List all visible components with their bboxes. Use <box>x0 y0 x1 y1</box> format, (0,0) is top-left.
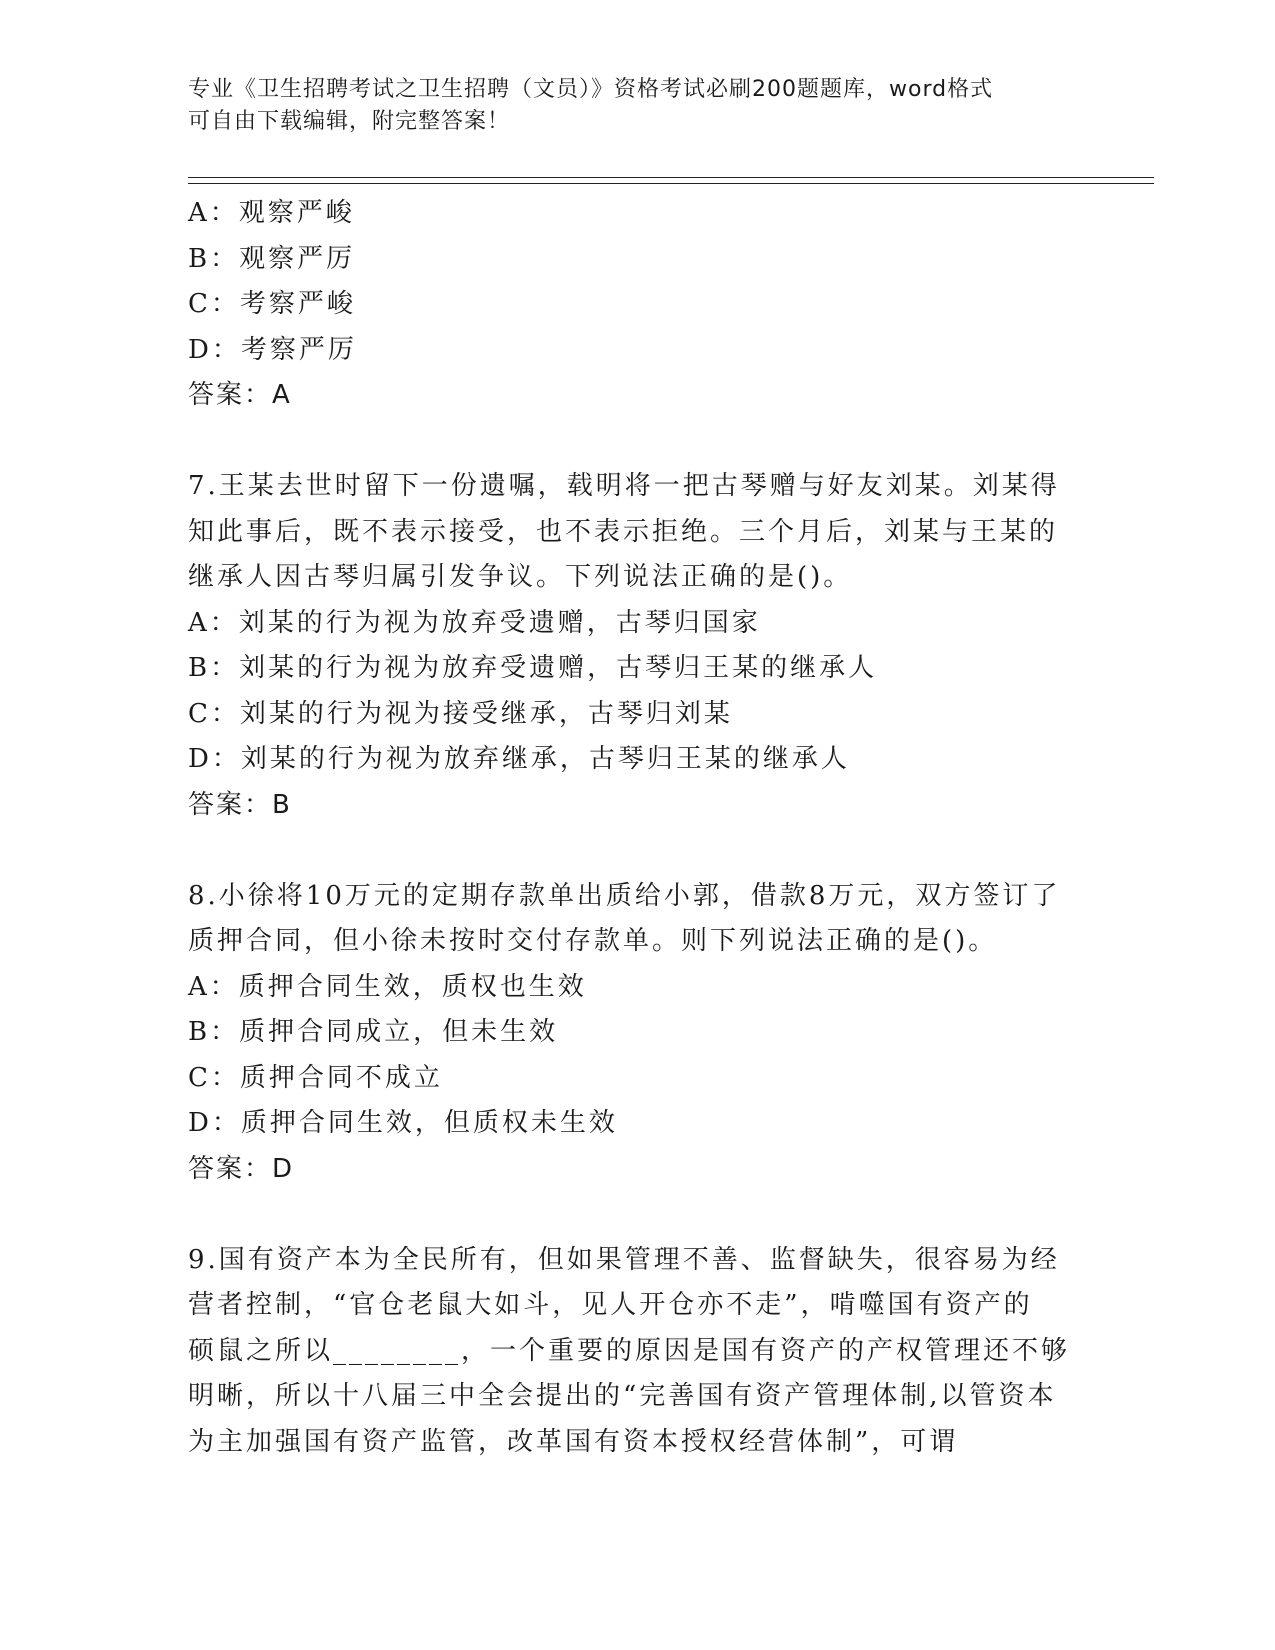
spacer <box>188 419 1088 465</box>
option-d: D：质押合同生效，但质权未生效 <box>188 1108 618 1138</box>
option-d: D：刘某的行为视为放弃继承，古琴归王某的继承人 <box>188 744 850 774</box>
question-7 <box>188 464 1088 828</box>
option-a: A：观察严峻 <box>188 198 355 228</box>
header-title-line-2: 可自由下载编辑，附完整答案！ <box>188 109 511 134</box>
header-divider-top <box>188 177 1154 178</box>
question-stem-line: 7.王某去世时留下一份遗嘱，载明将一把古琴赠与好友刘某。刘某得 <box>188 471 1060 501</box>
question-stem-line: 营者控制，“官仓老鼠大如斗，见人开仓亦不走”，啃噬国有资产的 <box>188 1290 1033 1320</box>
question-stem-line: 明晰，所以十八届三中全会提出的“完善国有资产管理体制,以管资本 <box>188 1381 1057 1411</box>
question-stem-line: 为主加强国有资产监管，改革国有资本授权经营体制”，可谓 <box>188 1426 959 1457</box>
answer-label: 答案：A <box>188 380 292 410</box>
option-a: A：质押合同生效，质权也生效 <box>188 971 587 1002</box>
page-header <box>188 74 1068 138</box>
question-8 <box>188 874 1088 1193</box>
question-stem-line: 硕鼠之所以________，一个重要的原因是国有资产的产权管理还不够 <box>188 1335 1071 1366</box>
header-title-line-1: 专业《卫生招聘考试之卫生招聘（文员）》资格考试必刷200题题库，word格式 <box>188 77 994 102</box>
answer-label: 答案：D <box>188 1153 295 1184</box>
question-stem-line: 质押合同，但小徐未按时交付存款单。则下列说法正确的是()。 <box>188 926 998 956</box>
question-9 <box>188 1238 1088 1466</box>
spacer <box>188 1192 1088 1238</box>
option-d: D：考察严厉 <box>188 334 357 365</box>
option-a: A：刘某的行为视为放弃受遗赠，古琴归国家 <box>188 607 761 638</box>
option-b: B：观察严厉 <box>188 243 356 274</box>
option-c: C：刘某的行为视为接受继承，古琴归刘某 <box>188 698 733 729</box>
question-stem-line: 8.小徐将10万元的定期存款单出质给小郭，借款8万元，双方签订了 <box>188 880 1061 911</box>
header-divider-bottom <box>188 183 1154 184</box>
question-stem-line: 9.国有资产本为全民所有，但如果管理不善、监督缺失，很容易为经 <box>188 1244 1060 1275</box>
option-c: C：考察严峻 <box>188 289 356 319</box>
option-b: B：刘某的行为视为放弃受遗赠，古琴归王某的继承人 <box>188 653 878 683</box>
answer-label: 答案：B <box>188 789 292 820</box>
question-6 <box>188 191 1088 419</box>
question-stem-line: 继承人因古琴归属引发争议。下列说法正确的是()。 <box>188 562 853 592</box>
option-c: C：质押合同不成立 <box>188 1062 443 1093</box>
question-stem-line: 知此事后，既不表示接受，也不表示拒绝。三个月后，刘某与王某的 <box>188 516 1059 547</box>
option-b: B：质押合同成立，但未生效 <box>188 1017 559 1047</box>
question-list <box>188 191 1088 1465</box>
spacer <box>188 828 1088 874</box>
